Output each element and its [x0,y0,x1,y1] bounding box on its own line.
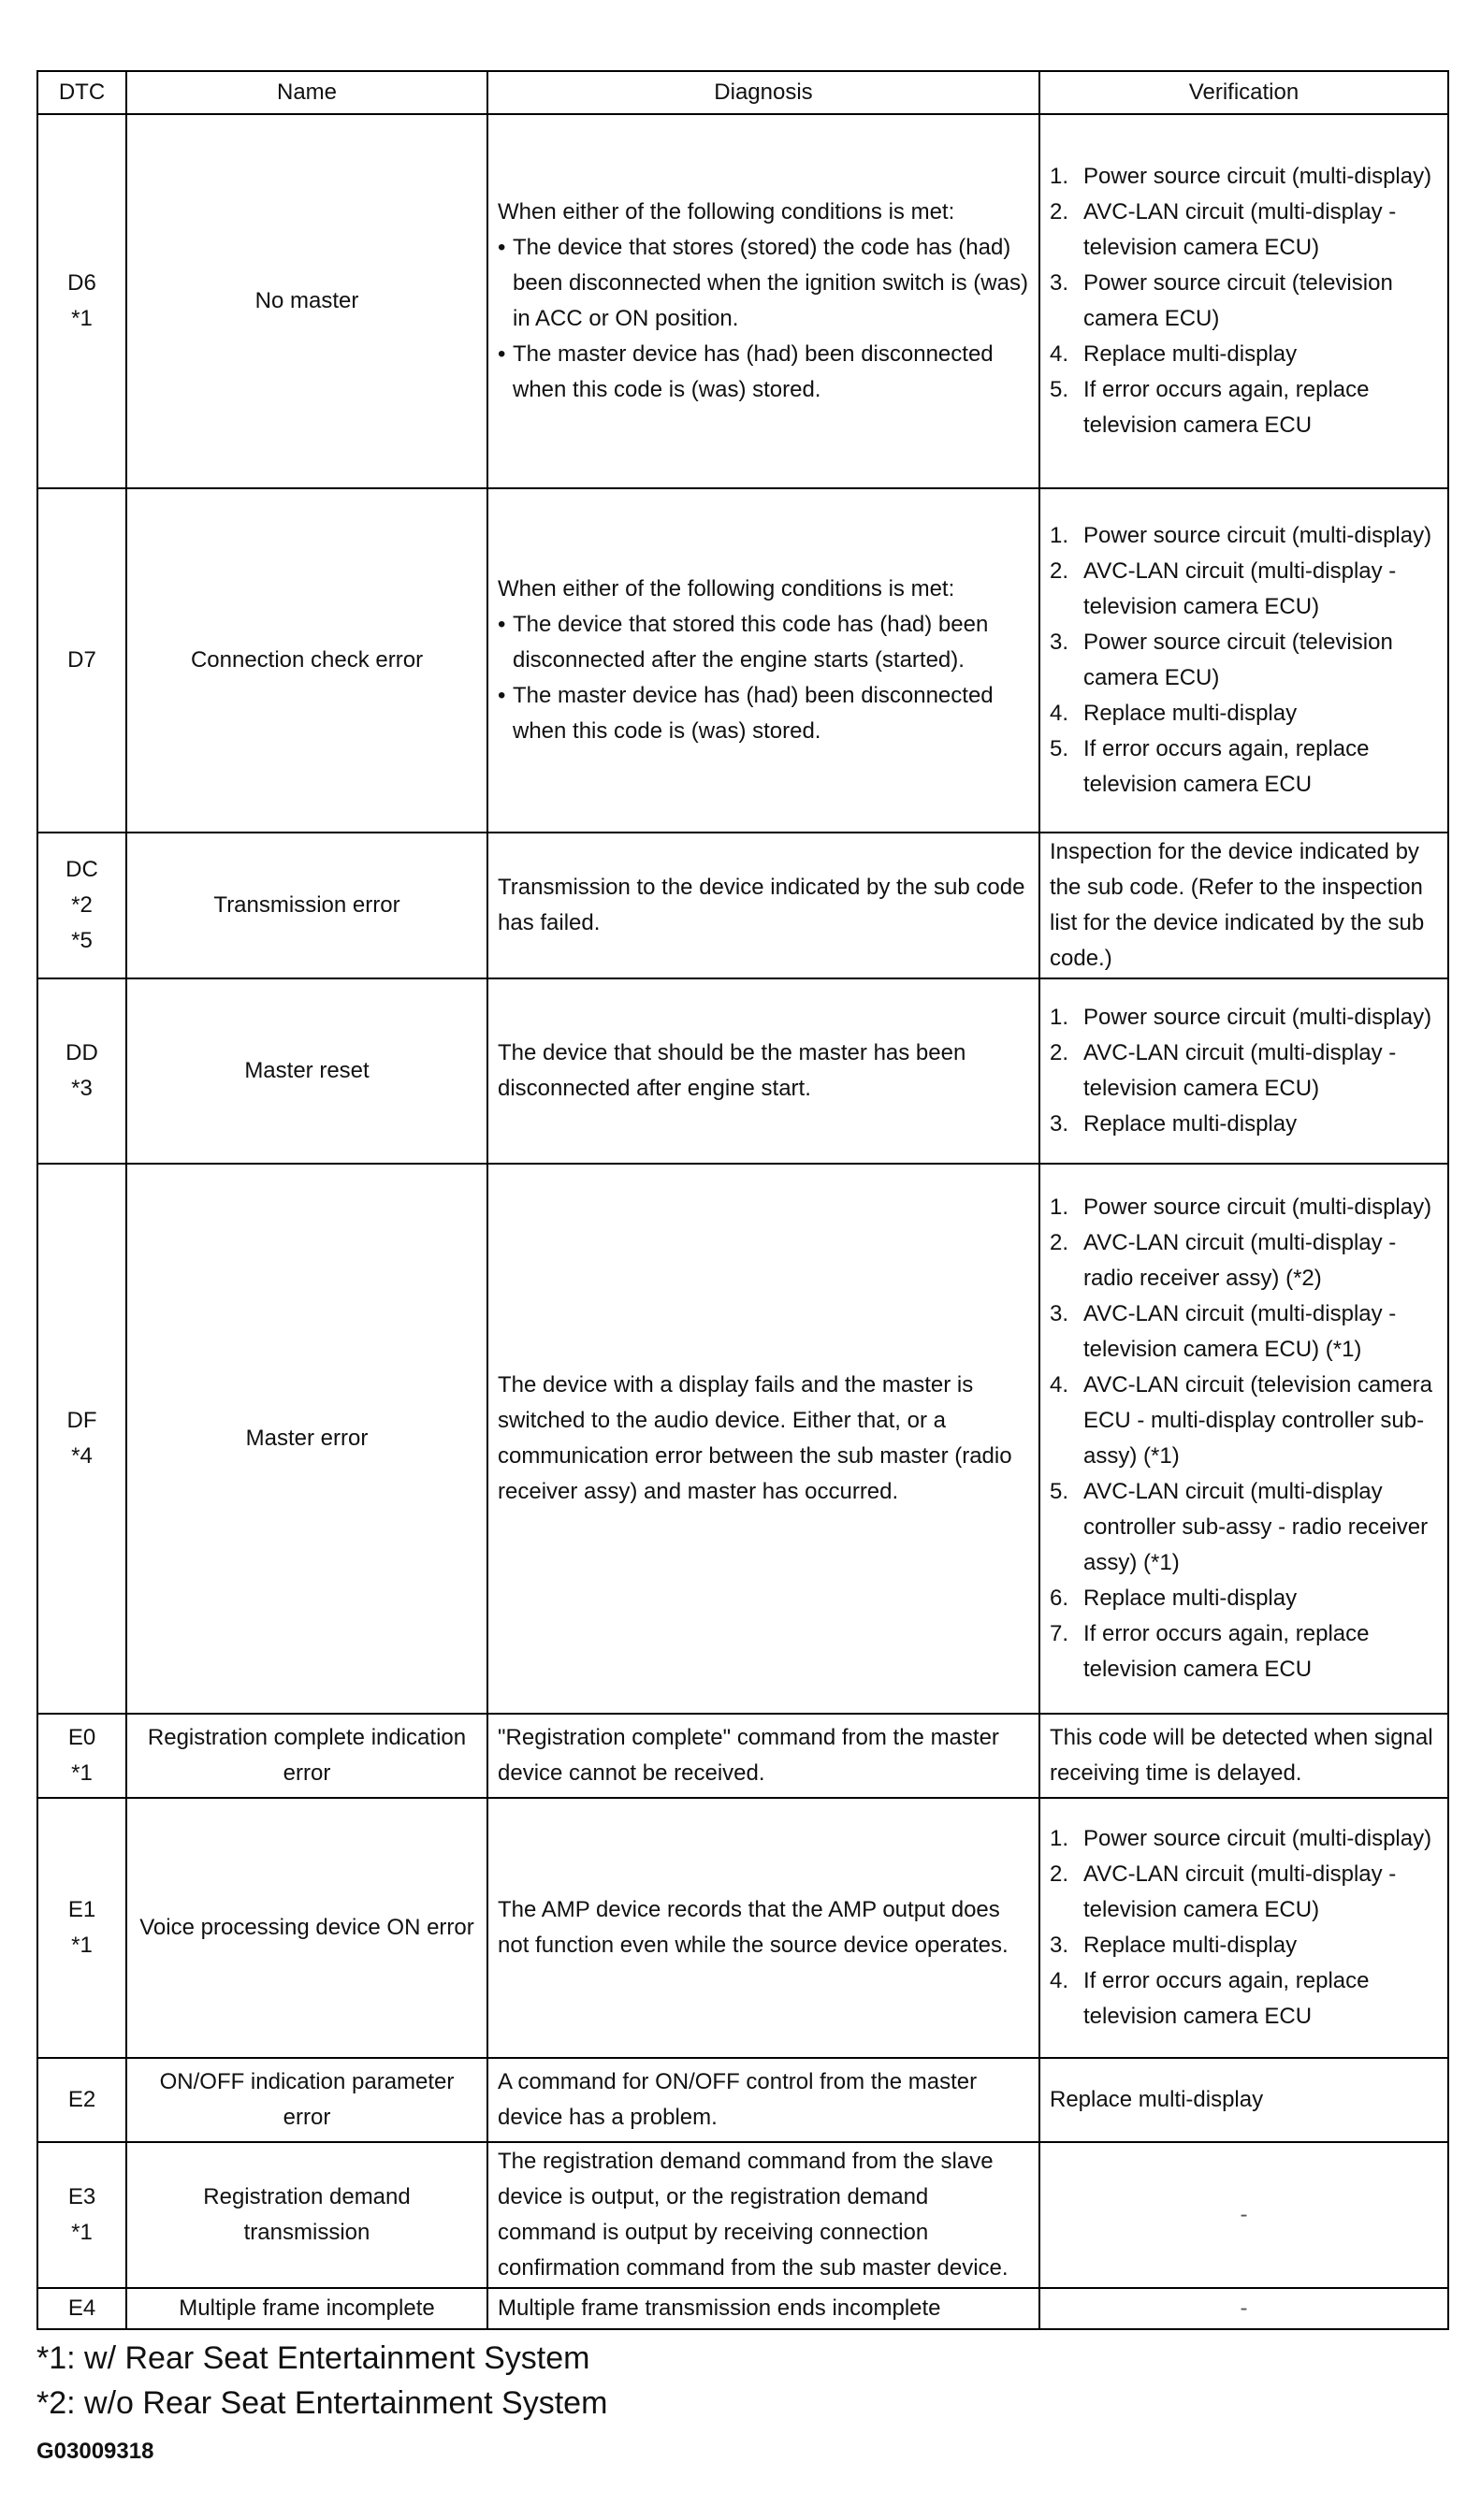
step-text: AVC-LAN circuit (multi-display - television camera ECU) [1083,199,1397,260]
step-text: Replace multi-display [1083,1111,1298,1137]
verification-cell: Inspection for the device indicated by the sub code. (Refer to the inspection list for the device indicated by the sub code.) [1039,833,1448,978]
step-text: If error occurs again, replace television camera ECU [1083,1968,1370,2029]
verification-cell [1039,488,1448,833]
verification-steps [1050,1821,1438,2035]
verification-step [1050,1190,1438,1225]
step-text: Power source circuit (multi-display) [1083,1195,1432,1220]
step-text: Power source circuit (multi-display) [1083,523,1432,548]
diagnosis-text: When either of the following conditions is met: [498,199,955,224]
diagnosis-cell [487,488,1039,833]
step-text: AVC-LAN circuit (multi-display - radio receiver assy) (*2) [1083,1230,1397,1291]
verification-step [1050,1928,1438,1963]
step-text: AVC-LAN circuit (multi-display - television camera ECU) [1083,1040,1397,1101]
dtc-code-line: DC [65,857,98,882]
table-row [37,1798,1448,2058]
step-number: 5. [1050,377,1069,402]
step-number: 2. [1050,558,1069,584]
verification-cell: - [1039,2142,1448,2288]
dtc-name-cell: Voice processing device ON error [126,1798,487,2058]
step-text: Power source circuit (multi-display) [1083,164,1432,189]
verification-step [1050,554,1438,625]
step-number: 1. [1050,523,1069,548]
diagnosis-cell [487,2058,1039,2142]
step-number: 4. [1050,1372,1069,1398]
table-header-row [37,71,1448,114]
step-text: Replace multi-display [1083,1586,1298,1611]
verification-step [1050,372,1438,443]
step-number: 2. [1050,1230,1069,1255]
verification-step [1050,195,1438,266]
table-row [37,2058,1448,2142]
step-number: 1. [1050,1195,1069,1220]
diagnosis-text: The AMP device records that the AMP output does not function even while the source device operates. [498,1897,1009,1958]
diagnosis-cell [487,114,1039,488]
verification-step [1050,1963,1438,2035]
dtc-code-cell [37,1714,126,1798]
dtc-code-line: D7 [67,647,96,673]
verification-steps [1050,1000,1438,1142]
step-text: AVC-LAN circuit (television camera ECU - multi-display controller sub-assy) (*1) [1083,1372,1432,1469]
dtc-name-cell: Master error [126,1164,487,1714]
step-text: Power source circuit (television camera ECU) [1083,270,1393,331]
diagnosis-cell [487,1714,1039,1798]
footnotes [36,2336,1447,2426]
dtc-name-cell: Transmission error [126,833,487,978]
table-row [37,2288,1448,2329]
diagnosis-cell [487,2142,1039,2288]
dtc-code-line: *1 [71,306,93,331]
dtc-code-line: E1 [67,1897,96,1922]
step-text: AVC-LAN circuit (multi-display - television camera ECU) (*1) [1083,1301,1397,1362]
verification-steps [1050,518,1438,803]
step-text: Replace multi-display [1083,701,1298,726]
table-body [37,114,1448,2329]
condition-item: • The master device has (had) been disconnected when this code is (was) stored. [498,337,1029,408]
verification-cell: Replace multi-display [1039,2058,1448,2142]
dtc-name-cell: Registration complete indication error [126,1714,487,1798]
dtc-code-line: E2 [67,2087,96,2112]
verification-step [1050,337,1438,372]
verification-step [1050,1225,1438,1296]
table-row [37,1714,1448,1798]
verification-step [1050,1581,1438,1616]
diagnosis-text: The device with a display fails and the master is switched to the audio device. Either that, or a communication error between the sub master (radio receiver assy) and master has occurred. [498,1372,1012,1504]
header-dtc: DTC [37,71,126,114]
dtc-code-line: *4 [71,1443,93,1469]
step-number: 2. [1050,1861,1069,1887]
step-number: 5. [1050,736,1069,761]
verification-step [1050,625,1438,696]
dtc-code-cell [37,978,126,1164]
diagnosis-cell [487,1164,1039,1714]
step-text: Replace multi-display [1083,341,1298,367]
step-number: 5. [1050,1479,1069,1504]
verification-step [1050,696,1438,731]
verification-cell [1039,978,1448,1164]
dtc-name-cell: Master reset [126,978,487,1164]
verification-step [1050,1821,1438,1857]
verification-step [1050,1474,1438,1581]
verification-step [1050,1296,1438,1368]
verification-step [1050,159,1438,195]
dtc-code-line: *5 [71,928,93,953]
table-row [37,2142,1448,2288]
dtc-name-cell: Registration demand transmission [126,2142,487,2288]
diagnosis-cell [487,978,1039,1164]
step-number: 7. [1050,1621,1069,1646]
step-text: If error occurs again, replace television camera ECU [1083,736,1370,797]
table-row [37,1164,1448,1714]
verification-step [1050,518,1438,554]
dtc-code-line: *1 [71,1760,93,1786]
step-text: Power source circuit (television camera ECU) [1083,630,1393,690]
verification-cell: This code will be detected when signal receiving time is delayed. [1039,1714,1448,1798]
table-row [37,114,1448,488]
diagnosis-cell [487,2288,1039,2329]
dtc-code-line: E3 [67,2184,96,2209]
dtc-name-cell: Connection check error [126,488,487,833]
dtc-code-line: E0 [67,1725,96,1750]
dtc-name-cell: ON/OFF indication parameter error [126,2058,487,2142]
dtc-code-cell [37,833,126,978]
dtc-code-cell [37,488,126,833]
dtc-code-cell [37,1798,126,2058]
step-number: 1. [1050,1826,1069,1851]
dtc-name-cell: Multiple frame incomplete [126,2288,487,2329]
dtc-code-line: *1 [71,2220,93,2245]
dtc-code-line: *1 [71,1933,93,1958]
verification-cell: - [1039,2288,1448,2329]
diagnosis-text: Transmission to the device indicated by the sub code has failed. [498,875,1025,935]
step-text: AVC-LAN circuit (multi-display - television camera ECU) [1083,558,1397,619]
dtc-code-line: DD [65,1040,98,1065]
step-number: 1. [1050,164,1069,189]
header-verification: Verification [1039,71,1448,114]
dtc-table [36,70,1449,2330]
verification-step [1050,1107,1438,1142]
condition-item: • The master device has (had) been disconnected when this code is (was) stored. [498,678,1029,749]
diagnosis-cell [487,833,1039,978]
step-text: Power source circuit (multi-display) [1083,1005,1432,1030]
condition-item: • The device that stores (stored) the code has (had) been disconnected when the ignition switch is (was) in ACC or ON position. [498,230,1029,337]
diagnosis-text: "Registration complete" command from the master device cannot be received. [498,1725,999,1786]
dtc-code-line: E4 [67,2296,96,2321]
step-number: 3. [1050,630,1069,655]
step-number: 4. [1050,341,1069,367]
dtc-code-cell [37,114,126,488]
condition-item: • The device that stored this code has (had) been disconnected after the engine starts (started). [498,607,1029,678]
step-number: 4. [1050,1968,1069,1993]
verification-cell [1039,114,1448,488]
dtc-code-line: D6 [67,270,96,296]
dtc-code-line: *3 [71,1076,93,1101]
step-number: 1. [1050,1005,1069,1030]
footnote: *1: w/ Rear Seat Entertainment System [36,2340,590,2376]
verification-step [1050,1368,1438,1474]
table-row [37,488,1448,833]
step-number: 4. [1050,701,1069,726]
verification-steps [1050,1190,1438,1687]
dtc-code-cell [37,2142,126,2288]
dtc-code-cell [37,1164,126,1714]
verification-cell [1039,1798,1448,2058]
header-name: Name [126,71,487,114]
step-text: AVC-LAN circuit (multi-display controller sub-assy - radio receiver assy) (*1) [1083,1479,1429,1575]
verification-step [1050,266,1438,337]
table-row [37,978,1448,1164]
verification-step [1050,1857,1438,1928]
step-number: 3. [1050,1301,1069,1326]
step-text: AVC-LAN circuit (multi-display - television camera ECU) [1083,1861,1397,1922]
diagnosis-conditions [498,230,1029,408]
step-number: 2. [1050,199,1069,224]
verification-steps [1050,159,1438,443]
step-text: Power source circuit (multi-display) [1083,1826,1432,1851]
diagnosis-text: When either of the following conditions is met: [498,576,955,601]
header-diagnosis: Diagnosis [487,71,1039,114]
dtc-document [36,70,1447,2465]
diagnosis-text: A command for ON/OFF control from the master device has a problem. [498,2069,978,2130]
step-text: Replace multi-display [1083,1933,1298,1958]
diagnosis-text: The device that should be the master has been disconnected after engine start. [498,1040,966,1101]
dtc-code-line: *2 [71,892,93,918]
step-number: 2. [1050,1040,1069,1065]
step-number: 3. [1050,1933,1069,1958]
step-text: If error occurs again, replace television camera ECU [1083,1621,1370,1682]
verification-step [1050,1036,1438,1107]
step-number: 3. [1050,1111,1069,1137]
dtc-name-cell: No master [126,114,487,488]
step-text: If error occurs again, replace television camera ECU [1083,377,1370,438]
dtc-code-line: DF [66,1408,97,1433]
table-row [37,833,1448,978]
step-number: 6. [1050,1586,1069,1611]
step-number: 3. [1050,270,1069,296]
verification-step [1050,1000,1438,1036]
dtc-code-cell [37,2058,126,2142]
figure-id: G03009318 [36,2439,154,2464]
footnote: *2: w/o Rear Seat Entertainment System [36,2385,608,2421]
verification-step [1050,1616,1438,1687]
dtc-code-cell [37,2288,126,2329]
diagnosis-conditions [498,607,1029,749]
diagnosis-text: Multiple frame transmission ends incomplete [498,2296,941,2321]
verification-cell [1039,1164,1448,1714]
diagnosis-cell [487,1798,1039,2058]
verification-step [1050,731,1438,803]
diagnosis-text: The registration demand command from the slave device is output, or the registration demand command is output by receiving connection confirmation command from the sub master device. [498,2149,1009,2281]
